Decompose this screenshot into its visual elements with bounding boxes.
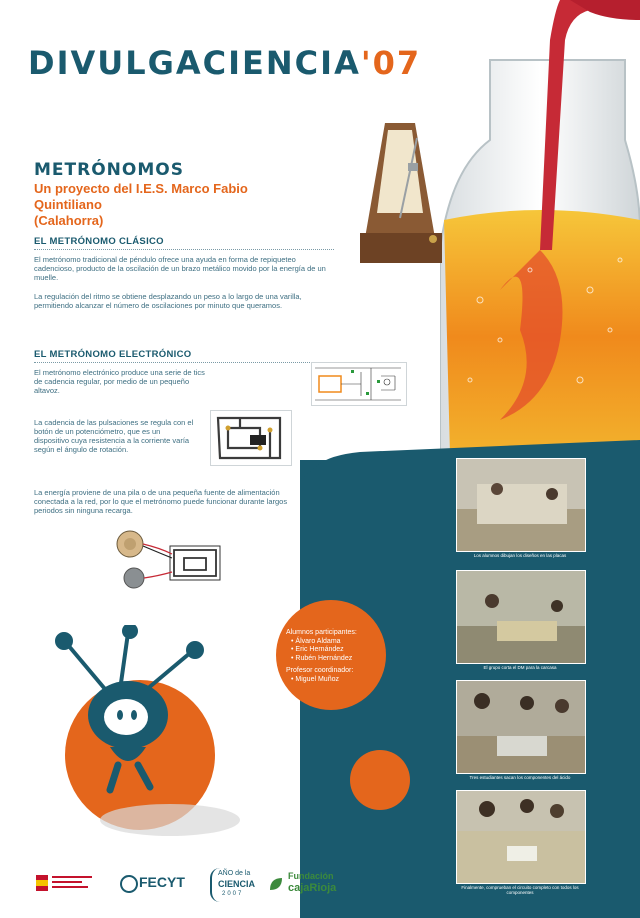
students-heading: Alumnos participantes: (286, 629, 357, 636)
photo-1-caption: Los alumnos dibujan los diseños en las placas (473, 553, 567, 558)
poster-title-year: '07 (360, 44, 422, 82)
mascot-illustration (40, 625, 255, 850)
photo-4 (456, 790, 586, 884)
teacher-heading: Profesor coordinador: (286, 667, 354, 674)
poster-title (28, 44, 421, 82)
teacher-name: Miguel Muñoz (295, 675, 339, 683)
student-name: Rubén Hernández (295, 654, 353, 662)
project-subtitle-line1: Un proyecto del I.E.S. Marco Fabio Quintiliano (34, 181, 248, 212)
year-of-science-line2: CIENCIA (218, 879, 256, 889)
decorative-circle (350, 750, 410, 810)
photo-3 (456, 680, 586, 774)
year-of-science-logo (210, 868, 266, 902)
assembly-diagram (110, 528, 225, 590)
photo-2 (456, 570, 586, 664)
poster-title-main: DIVULGACIENCIA (28, 44, 361, 82)
pcb-layout (210, 410, 292, 466)
student-name: Álvaro Aldama (295, 637, 341, 645)
project-subtitle-line2: (Calahorra) (34, 213, 104, 228)
photo-3-caption: Tres estudiantes sacan los componentes del ácido (469, 775, 571, 780)
classic-paragraph-1: El metrónomo tradicional de péndulo ofrece una ayuda en forma de repiqueteo cadencioso, producto de la oscilación de un brazo metálico movido por la energía de un muelle. (34, 255, 326, 282)
photo-4-caption: Finalmente, comprueban el circuito completo con todos los componentes (461, 885, 579, 895)
project-subtitle (34, 181, 254, 229)
classic-paragraph-2: La regulación del ritmo se obtiene desplazando un peso a lo largo de una varilla, permitiendo alcanzar el número de oscilaciones por minuto que queramos. (34, 292, 302, 310)
teacher-item: • Miguel Muñoz (291, 675, 339, 683)
student-item: • Rubén Hernández (291, 654, 353, 662)
electronic-paragraph-2: La cadencia de las pulsaciones se regula con el botón de un potenciómetro, que es un dispositivo cuya resistencia a la corriente varía según el ángulo de rotación. (34, 418, 194, 454)
student-item: • Álvaro Aldama (291, 637, 341, 645)
fecyt-logo (120, 873, 192, 895)
fecyt-logo-text: FECYT (139, 874, 185, 890)
fecyt-circle-icon (120, 875, 138, 893)
electronic-paragraph-1: El metrónomo electrónico produce una serie de tics de cadencia regular, por medio de un pequeño altavoz. (34, 368, 205, 395)
metronome-illustration (355, 118, 450, 266)
classic-divider (34, 249, 334, 250)
student-name: Eric Hernández (295, 646, 344, 653)
year-of-science-year: 2007 (222, 891, 244, 897)
fundacion-cajarioja-logo (268, 870, 368, 900)
photo-1 (456, 458, 586, 552)
flask-illustration (440, 0, 640, 470)
electronic-divider (34, 362, 334, 363)
classic-heading: EL METRÓNOMO CLÁSICO (34, 236, 164, 247)
photo-2-caption: El grupo corta el DM para la carcasa (483, 665, 557, 670)
electronic-heading: EL METRÓNOMO ELECTRÓNICO (34, 349, 192, 360)
participants-block (286, 629, 386, 684)
spain-ministry-logo (36, 873, 96, 893)
leaf-icon (268, 876, 284, 892)
circuit-schematic (311, 362, 407, 406)
year-of-science-line1: AÑO de la (218, 870, 251, 877)
fundacion-line2: cajaRioja (288, 882, 337, 894)
fundacion-line1: Fundación (288, 871, 334, 881)
project-title: METRÓNOMOS (34, 160, 184, 180)
student-item: • Eric Hernández (291, 646, 344, 653)
electronic-paragraph-3: La energía proviene de una pila o de una pequeña fuente de alimentación conectada a la red, por lo que el metrónomo puede funcionar durante largos periodos sin ninguna recarga. (34, 488, 288, 515)
